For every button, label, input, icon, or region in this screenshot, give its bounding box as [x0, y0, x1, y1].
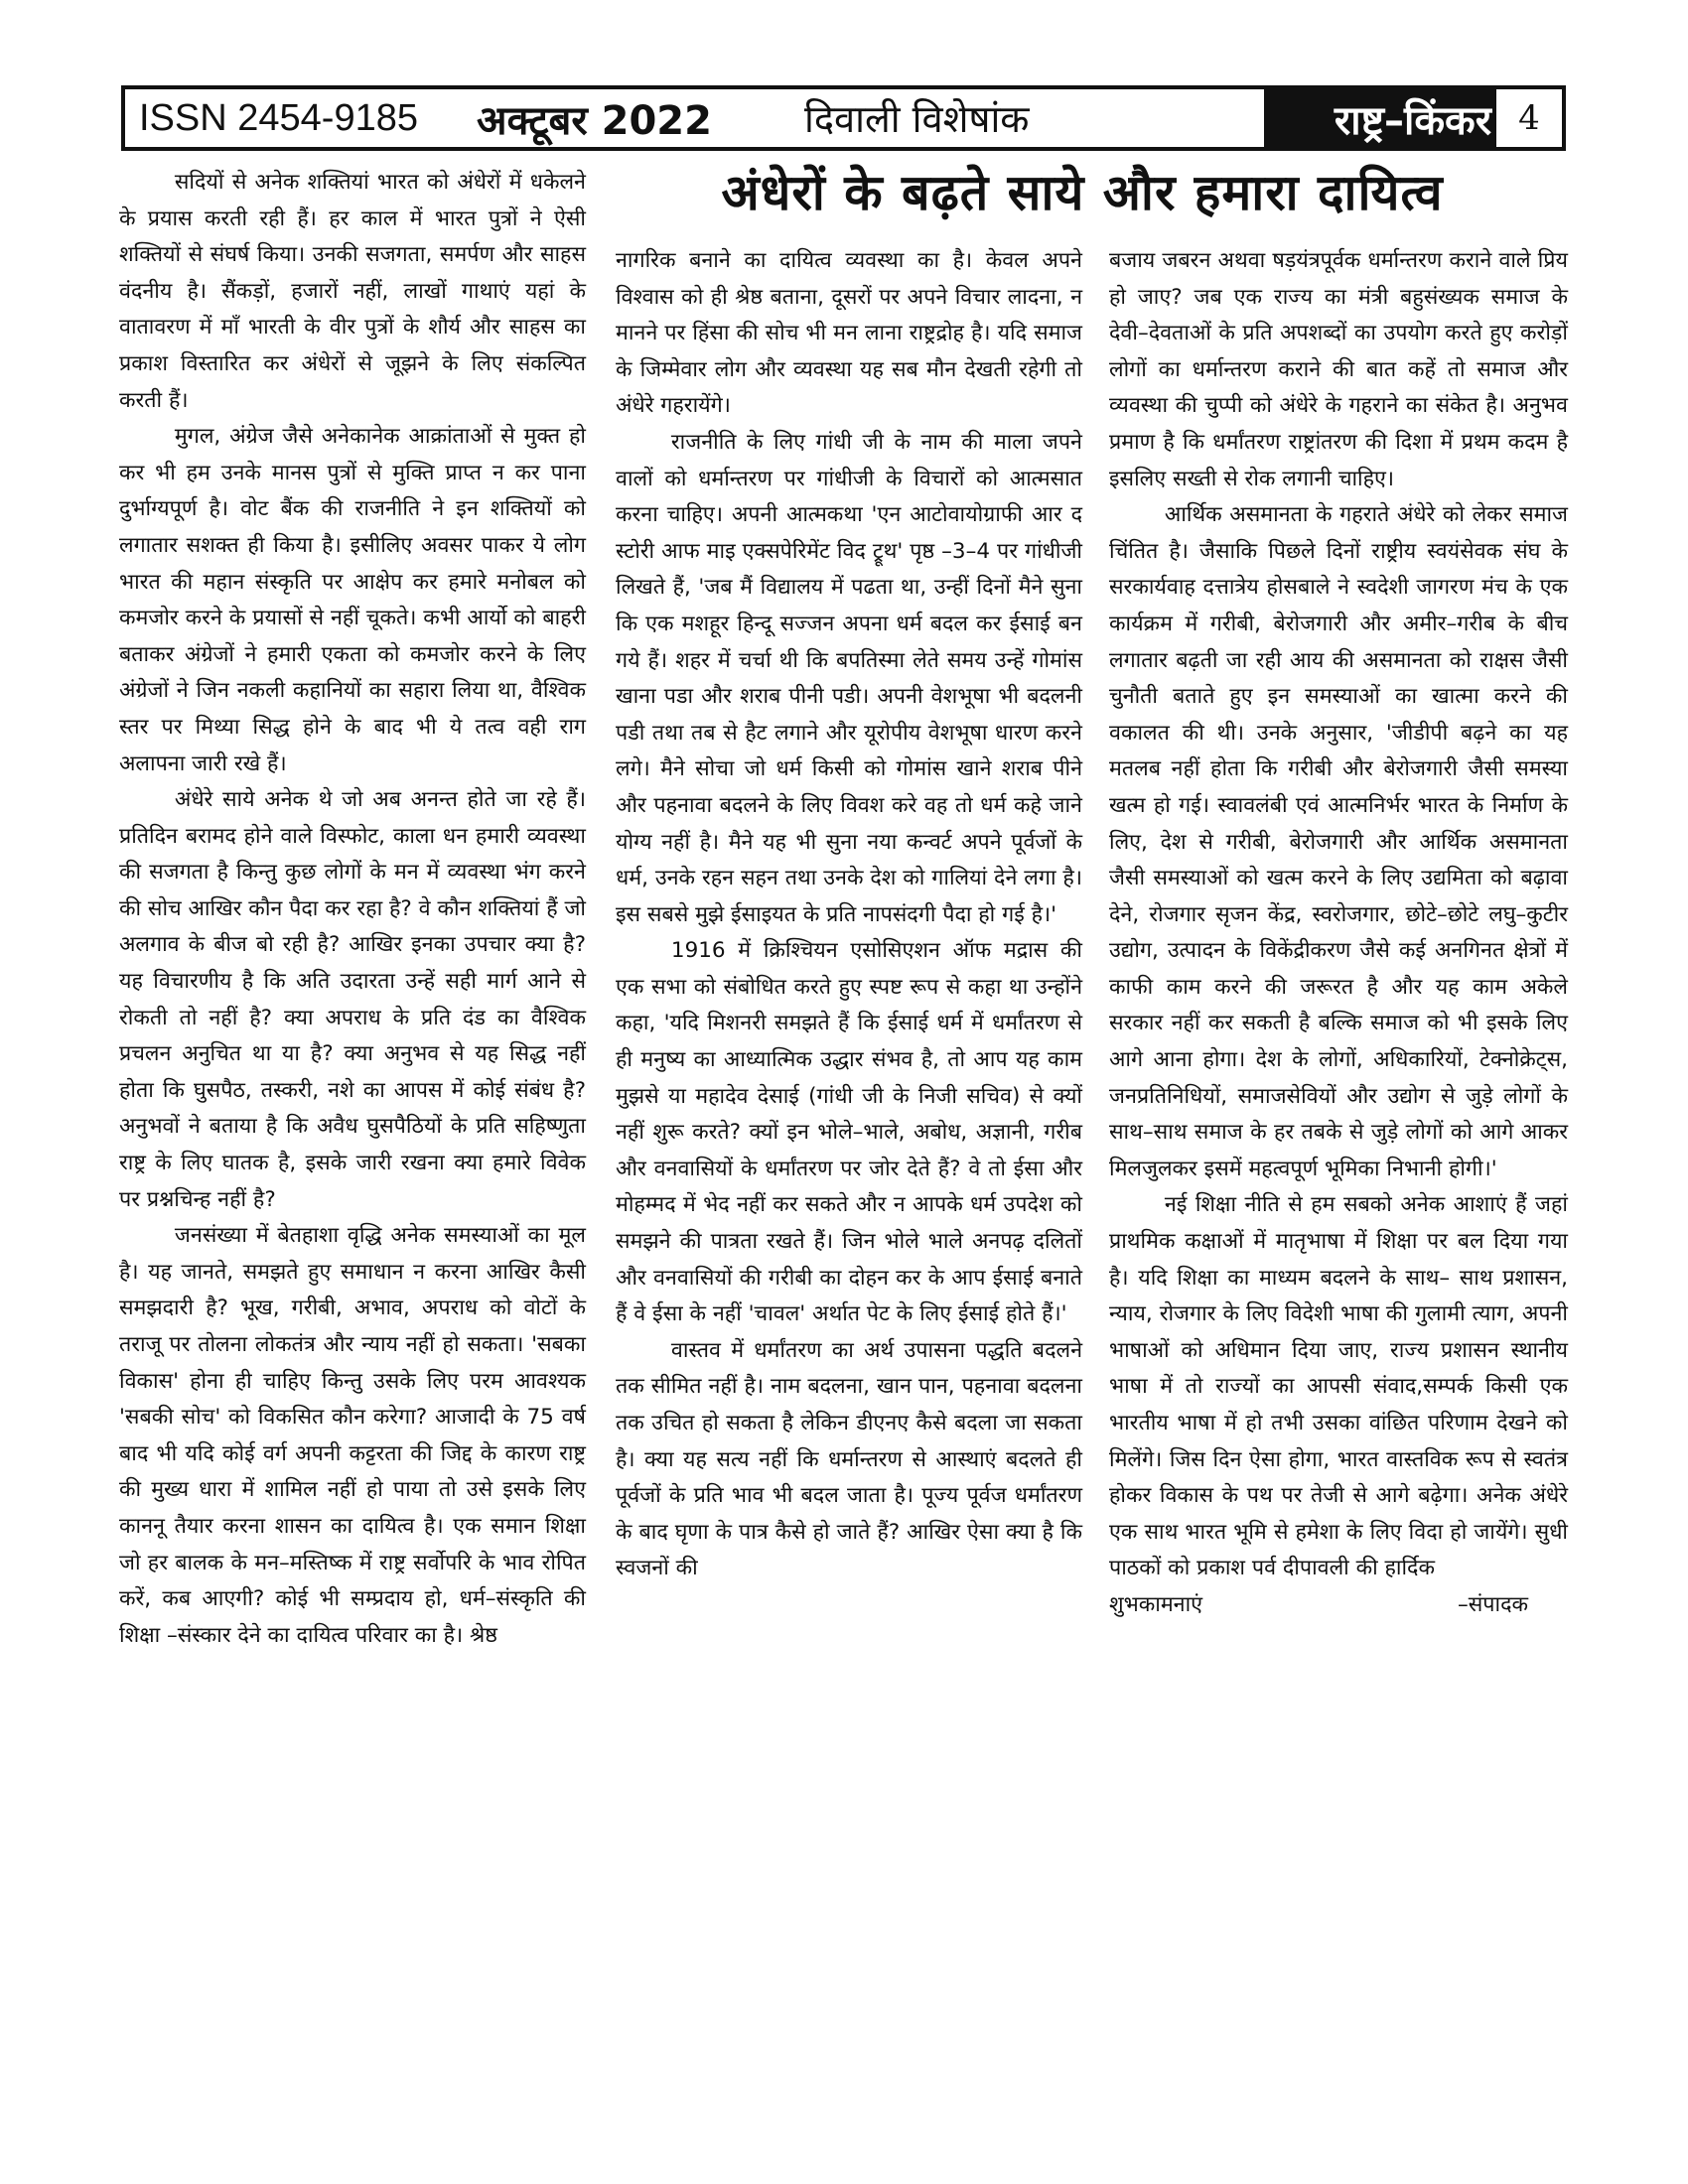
issn-number: ISSN 2454-9185 — [139, 96, 418, 139]
column-1 — [119, 165, 586, 1654]
paragraph: 1916 में क्रिश्चियन एसोसिएशन ऑफ मद्रास की एक सभा को संबोधित करते हुए स्पष्ट रूप से कहा था उन्होंने कहा, 'यदि मिशनरी समझते हैं कि ईसाई धर्म में धर्मांतरण से ही मनुष्य का आध्यात्मिक उद्धार संभव है, तो आप यह काम मुझसे या महादेव देसाई (गांधी जी के निजी सचिव) से क्यों नहीं शुरू करते? क्यों इन भोले–भाले, अबोध, अज्ञानी, गरीब और वनवासियों के धर्मांतरण पर जोर देते हैं? वे तो ईसा और मोहम्मद में भेद नहीं कर सकते और न आपके धर्म उपदेश को समझने की पात्रता रखते हैं। जिन भोले भाले अनपढ़ दलितों और वनवासियों की गरीबी का दोहन कर के आप ईसाई बनाते हैं वे ईसा के नहीं 'चावल' अर्थात पेट के लिए ईसाई होते हैं।' — [616, 938, 1082, 1327]
editor-signature: –संपादक — [1458, 1591, 1528, 1617]
issue-date: अक्टूबर 2022 — [477, 97, 712, 144]
closing-greeting: शुभकामनाएं — [1109, 1591, 1203, 1617]
closing-line — [1109, 1587, 1568, 1624]
paragraph: बजाय जबरन अथवा षड़यंत्रपूर्वक धर्मान्तरण कराने वाले प्रिय हो जाए? जब एक राज्य का मंत्री बहुसंख्यक समाज के देवी–देवताओं के प्रति अपशब्दों का उपयोग करते हुए करोड़ों लोगों का धर्मान्तरण कराने की बात कहें तो समाज और व्यवस्था की चुप्पी को अंधेरे के गहराने का संकेत है। अनुभव प्रमाण है कि धर्मांतरण राष्ट्रांतरण की दिशा में प्रथम कदम है इसलिए सख्ती से रोक लगानी चाहिए। — [1109, 248, 1568, 491]
paragraph: राजनीति के लिए गांधी जी के नाम की माला जपने वालों को धर्मान्तरण पर गांधीजी के विचारों को आत्मसात करना चाहिए। अपनी आत्मकथा 'एन आटोवायोग्राफी आर द स्टोरी आफ माइ एक्सपेरिमेंट विद ट्रूथ' पृष्ठ –3–4 पर गांधीजी लिखते हैं, 'जब मैं विद्यालय में पढता था, उन्हीं दिनों मैने सुना कि एक मशहूर हिन्दू सज्जन अपना धर्म बदल कर ईसाई बन गये हैं। शहर में चर्चा थी कि बपतिस्मा लेते समय उन्हें गोमांस खाना पडा और शराब पीनी पडी। अपनी वेशभूषा भी बदलनी पडी तथा तब से हैट लगाने और यूरोपीय वेशभूषा धारण करने लगे। मैने सोचा जो धर्म किसी को गोमांस खाने शराब पीने और पहनावा बदलने के लिए विवश करे वह तो धर्म कहे जाने योग्य नहीं है। मैने यह भी सुना नया कन्वर्ट अपने पूर्वजों के धर्म, उनके रहन सहन तथा उनके देश को गालियां देने लगा है। इस सबसे मुझे ईसाइयत के प्रति नापसंदगी पैदा हो गई है।' — [616, 429, 1082, 927]
page-number: 4 — [1492, 85, 1566, 151]
paragraph: जनसंख्या में बेतहाशा वृद्धि अनेक समस्याओं का मूल है। यह जानते, समझते हुए समाधान न करना आखिर कैसी समझदारी है? भूख, गरीबी, अभाव, अपराध को वोटों के तराजू पर तोलना लोकतंत्र और न्याय नहीं हो सकता। 'सबका विकास' होना ही चाहिए किन्तु उसके लिए परम आवश्यक 'सबकी सोच' को विकसित कौन करेगा? आजादी के 75 वर्ष बाद भी यदि कोई वर्ग अपनी कट्टरता की जिद्द के कारण राष्ट्र की मुख्य धारा में शामिल नहीं हो पाया तो उसे इसके लिए काननू तैयार करना शासन का दायित्व है। एक समान शिक्षा जो हर बालक के मन–मस्तिष्क में राष्ट्र सर्वोपरि के भाव रोपित करें, कब आएगी? कोई भी सम्प्रदाय हो, धर्म–संस्कृति की शिक्षा –संस्कार देने का दायित्व परिवार का है। श्रेष्ठ — [119, 1223, 586, 1648]
article-headline: अंधेरों के बढ़ते साये और हमारा दायित्व — [721, 164, 1444, 221]
column-3 — [1109, 243, 1568, 1624]
paragraph: सदियों से अनेक शक्तियां भारत को अंधेरों में धकेलने के प्रयास करती रही हैं। हर काल में भारत पुत्रों ने ऐसी शक्तियों से संघर्ष किया। उनकी सजगता, समर्पण और साहस वंदनीय है। सैंकड़ों, हजारों नहीं, लाखों गाथाएं यहां के वातावरण में माँ भारती के वीर पुत्रों के शौर्य और साहस का प्रकाश विस्तारित कर अंधेरों से जूझने के लिए संकल्पित करती हैं। — [119, 170, 586, 413]
masthead-bar — [121, 85, 1566, 151]
column-2 — [616, 243, 1082, 1587]
paragraph: अंधेरे साये अनेक थे जो अब अनन्त होते जा रहे हैं। प्रतिदिन बरामद होने वाले विस्फोट, काला धन हमारी व्यवस्था की सजगता है किन्तु कुछ लोगों के मन में व्यवस्था भंग करने की सोच आखिर कौन पैदा कर रहा है? वे कौन शक्तियां हैं जो अलगाव के बीज बो रही है? आखिर इनका उपचार क्या है? यह विचारणीय है कि अति उदारता उन्हें सही मार्ग आने से रोकती तो नहीं है? क्या अपराध के प्रति दंड का वैश्विक प्रचलन अनुचित था या है? क्या अनुभव से यह सिद्ध नहीं होता कि घुसपैठ, तस्करी, नशे का आपस में कोई संबंध है? अनुभवों ने बताया है कि अवैध घुसपैठियों के प्रति सहिष्णुता राष्ट्र के लिए घातक है, इसके जारी रखना क्या हमारे विवेक पर प्रश्नचिन्ह नहीं है? — [119, 787, 586, 1212]
paragraph: मुगल, अंग्रेज जैसे अनेकानेक आक्रांताओं से मुक्त हो कर भी हम उनके मानस पुत्रों से मुक्ति प्राप्त न कर पाना दुर्भाग्यपूर्ण है। वोट बैंक की राजनीति ने इन शक्तियों को लगातार सशक्त ही किया है। इसीलिए अवसर पाकर ये लोग भारत की महान संस्कृति पर आक्षेप कर हमारे मनोबल को कमजोर करने के प्रयासों से नहीं चूकते। कभी आर्यो को बाहरी बताकर अंग्रेजों ने हमारी एकता को कमजोर करने के लिए अंग्रेजों ने जिन नकली कहानियों का सहारा लिया था, वैश्विक स्तर पर मिथ्या सिद्ध होने के बाद भी ये तत्व वही राग अलापना जारी रखे हैं। — [119, 424, 586, 776]
paragraph: आर्थिक असमानता के गहराते अंधेरे को लेकर समाज चिंतित है। जैसाकि पिछले दिनों राष्ट्रीय स्वयंसेवक संघ के सरकार्यवाह दत्तात्रेय होसबाले ने स्वदेशी जागरण मंच के एक कार्यक्रम में गरीबी, बेरोजगारी और अमीर–गरीब के बीच लगातार बढ़ती जा रही आय की असमानता को राक्षस जैसी चुनौती बताते हुए इन समस्याओं का खात्मा करने की वकालत की थी। उनके अनुसार, 'जीडीपी बढ़ने का यह मतलब नहीं होता कि गरीबी और बेरोजगारी जैसी समस्या खत्म हो गई। स्वावलंबी एवं आत्मनिर्भर भारत के निर्माण के लिए, देश से गरीबी, बेरोजगारी और आर्थिक असमानता जैसी समस्याओं को खत्म करने के लिए उद्यमिता को बढ़ावा देने, रोजगार सृजन केंद्र, स्वरोजगार, छोटे–छोटे लघु–कुटीर उद्योग, उत्पादन के विकेंद्रीकरण जैसे कई अनगिनत क्षेत्रों में काफी काम करने की जरूरत है और यह काम अकेले सरकार नहीं कर सकती है बल्कि समाज को भी इसके लिए आगे आना होगा। देश के लोगों, अधिकारियों, टेक्नोक्रेट्स, जनप्रतिनिधियों, समाजसेवियों और उद्योग से जुड़े लोगों के साथ–साथ समाज के हर तबके से जुड़े लोगों को आगे आकर मिलजुलकर इसमें महत्वपूर्ण भूमिका निभानी होगी।' — [1109, 502, 1568, 1181]
paragraph: नागरिक बनाने का दायित्व व्यवस्था का है। केवल अपने विश्वास को ही श्रेष्ठ बताना, दूसरों पर अपने विचार लादना, न मानने पर हिंसा की सोच भी मन लाना राष्ट्रद्रोह है। यदि समाज के जिम्मेवार लोग और व्यवस्था यह सब मौन देखती रहेगी तो अंधेरे गहरायेंगे। — [616, 248, 1082, 419]
special-edition-label: दिवाली विशेषांक — [804, 97, 1030, 141]
paragraph: नई शिक्षा नीति से हम सबको अनेक आशाएं हैं जहां प्राथमिक कक्षाओं में मातृभाषा में शिक्षा पर बल दिया गया है। यदि शिक्षा का माध्यम बदलने के साथ– साथ प्रशासन, न्याय, रोजगार के लिए विदेशी भाषा की गुलामी त्याग, अपनी भाषाओं को अधिमान दिया जाए, राज्य प्रशासन स्थानीय भाषा में तो राज्यों का आपसी संवाद,सम्पर्क किसी एक भारतीय भाषा में हो तभी उसका वांछित परिणाम देखने को मिलेंगे। जिस दिन ऐसा होगा, भारत वास्तविक रूप से स्वतंत्र होकर विकास के पथ पर तेजी से आगे बढ़ेगा। अनेक अंधेरे एक साथ भारत भूमि से हमेशा के लिए विदा हो जायेंगे। सुधी पाठकों को प्रकाश पर्व दीपावली की हार्दिक — [1109, 1192, 1568, 1581]
publication-title: राष्ट्र–किंकर — [1264, 89, 1562, 147]
paragraph: वास्तव में धर्मांतरण का अर्थ उपासना पद्धति बदलने तक सीमित नहीं है। नाम बदलना, खान पान, पहनावा बदलना तक उचित हो सकता है लेकिन डीएनए कैसे बदला जा सकता है। क्या यह सत्य नहीं कि धर्मान्तरण से आस्थाएं बदलते ही पूर्वजों के प्रति भाव भी बदल जाता है। पूज्य पूर्वज धर्मांतरण के बाद घृणा के पात्र कैसे हो जाते हैं? आखिर ऐसा क्या है कि स्वजनों की — [616, 1337, 1082, 1581]
